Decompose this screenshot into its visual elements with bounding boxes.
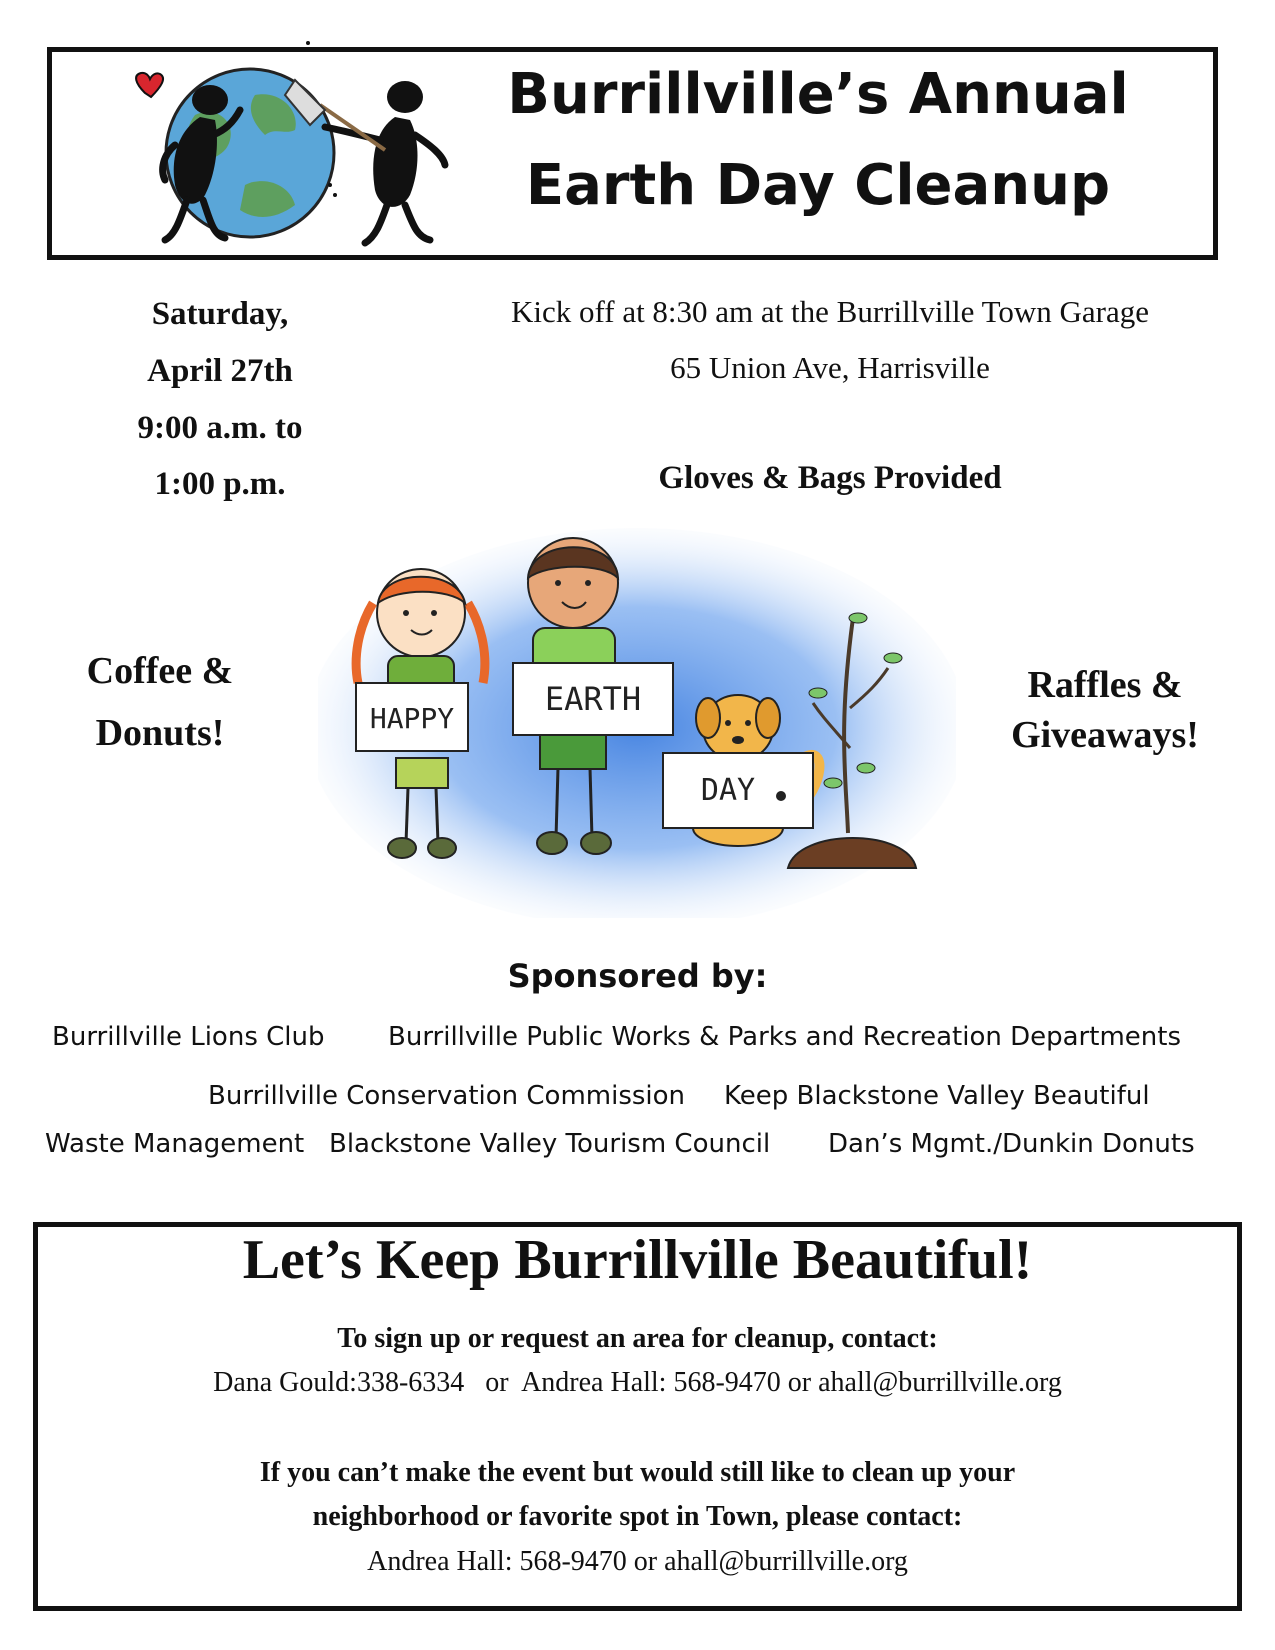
event-date: April 27th [147,353,293,389]
sponsor-keep-blackstone: Keep Blackstone Valley Beautiful [724,1081,1150,1111]
paw-print-icon [776,791,786,801]
title-line-1: Burrillville’s Annual [507,62,1129,127]
title-line-2: Earth Day Cleanup [525,153,1111,218]
coffee-line: Coffee & [86,650,234,692]
signup-heading: To sign up or request an area for cleanup, contact: [337,1323,938,1354]
sponsor-public-works: Burrillville Public Works & Parks and Recreation Departments [388,1022,1181,1052]
giveaways-line: Giveaways! [1011,714,1199,756]
sponsor-waste-management: Waste Management [45,1129,305,1159]
provided-text: Gloves & Bags Provided [658,460,1002,496]
address-text: 65 Union Ave, Harrisville [670,350,990,385]
raffles-giveaways-text [985,660,1225,760]
coffee-donuts-text [60,640,260,764]
slogan: Let’s Keep Burrillville Beautiful! [242,1229,1033,1291]
earth-cleanup-clipart [125,35,475,260]
sponsor-conservation: Burrillville Conservation Commission [208,1081,686,1111]
alt-contact: Andrea Hall: 568-9470 or ahall@burrillville.org [367,1546,908,1577]
signup-contacts: Dana Gould:338-6334 or Andrea Hall: 568-9470 or ahall@burrillville.org [213,1367,1062,1398]
sponsor-heading: Sponsored by: [507,957,768,995]
raffles-line: Raffles & [1027,664,1183,706]
alt-line-1: If you can’t make the event but would still like to clean up your [259,1457,1016,1488]
sponsor-dunkin: Dan’s Mgmt./Dunkin Donuts [828,1129,1195,1159]
event-time-end: 1:00 p.m. [154,466,286,502]
kickoff-text: Kick off at 8:30 am at the Burrillville Town Garage [510,294,1150,329]
sponsor-lions-club: Burrillville Lions Club [52,1022,325,1052]
heart-icon [136,73,163,97]
event-time-start: 9:00 a.m. to [137,410,303,446]
happy-sign-text: HAPPY [369,702,455,735]
event-day: Saturday, [151,296,289,332]
alt-line-2: neighborhood or favorite spot in Town, please contact: [312,1501,963,1532]
sponsor-tourism-council: Blackstone Valley Tourism Council [329,1129,771,1159]
happy-earth-day-illustration [318,528,956,918]
earth-sign-text: EARTH [544,680,642,718]
donuts-line: Donuts! [95,712,225,754]
day-sign-text: DAY [700,773,756,808]
